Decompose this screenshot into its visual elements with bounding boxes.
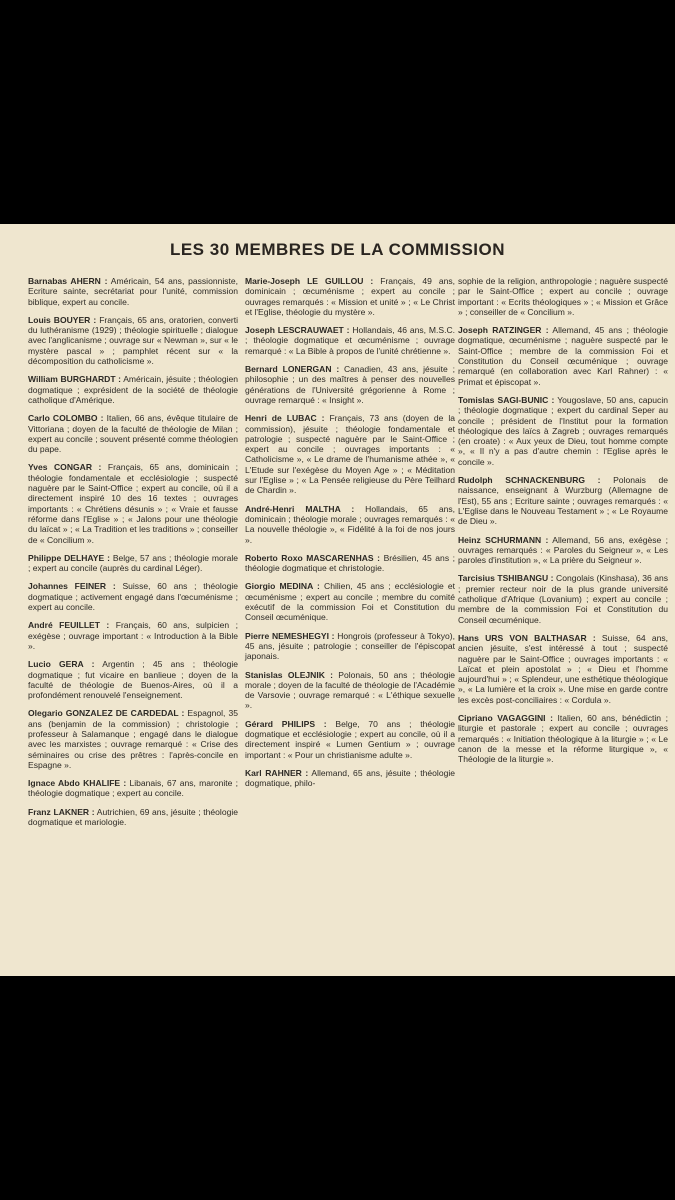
member-description: Canadien, 43 ans, jésuite ; philosophie ; un des maîtres à penser des nouvelles générations de l'Université grégorienne à Rome ; ouvrage remarqué : « Insight ». [245, 364, 455, 405]
member-entry [28, 581, 238, 612]
member-name: Lucio GERA : [28, 659, 95, 670]
member-name: Tarcisius TSHIBANGU : [458, 573, 554, 584]
member-entry [28, 708, 238, 770]
member-entry [28, 276, 238, 307]
member-name: André FEUILLET : [28, 620, 110, 631]
member-entry [245, 768, 455, 789]
member-entry [245, 719, 455, 760]
column-1 [28, 276, 238, 835]
member-entry [458, 535, 668, 566]
member-description: Brésilien, 45 ans ; théologie dogmatique et christologie. [245, 552, 456, 574]
member-name: Louis BOUYER : [28, 314, 97, 325]
member-description: Allemand, 45 ans ; théologie dogmatique, œcuménisme ; naguère suspecté par le Saint-Office ; membre de la commission Foi et Constitution du Conseil œcuménique ; ouvrage remarqué (en collaboration avec Karl Rahner) : « Primat et épiscopat ». [458, 325, 668, 387]
member-entry [245, 504, 455, 545]
member-entry [28, 620, 238, 651]
member-name: Johannes FEINER : [28, 581, 116, 592]
member-entry [458, 475, 668, 526]
member-entry [28, 778, 238, 799]
member-entry [245, 276, 455, 317]
member-entry [28, 553, 238, 574]
member-entry [458, 395, 668, 467]
column-3 [458, 276, 668, 772]
member-entry [458, 325, 668, 387]
member-name: Franz LAKNER : [28, 806, 95, 817]
member-name: Pierre NEMESHEGYI : [245, 630, 335, 641]
member-entry [245, 670, 455, 711]
member-description: Français, 60 ans, sulpicien ; exégèse ; ouvrage important : « Introduction à la Bible ». [28, 620, 238, 651]
member-entry [28, 659, 238, 700]
member-name: Marie-Joseph LE GUILLOU : [245, 276, 374, 286]
member-description: Allemand, 56 ans, exégèse ; ouvrages remarqués : « Paroles du Seigneur », « Les paroles d'institution », « La prière du Seigneur ». [458, 534, 668, 566]
member-name: Hans URS VON BALTHASAR : [458, 632, 596, 643]
column-2 [245, 276, 455, 796]
member-description: Suisse, 60 ans ; théologie dogmatique ; activement engagé dans l'œcuménisme ; expert au concile. [28, 581, 238, 613]
member-description: Américain, jésuite ; théologien dogmatique ; exprésident de la société de théologie catholique d'Amérique. [28, 374, 238, 405]
member-name: Roberto Roxo MASCARENHAS : [245, 552, 381, 563]
member-name: William BURGHARDT : [28, 374, 122, 385]
member-name: Yves CONGAR : [28, 462, 102, 473]
member-entry [28, 413, 238, 454]
member-name: Olegario GONZALEZ DE CARDEDAL : [28, 708, 185, 719]
member-name: Barnabas AHERN : [28, 276, 108, 286]
member-name: Tomislas SAGI-BUNIC : [458, 394, 555, 405]
member-description: Français, 65 ans, oratorien, converti du luthéranisme (1929) ; théologie spirituelle ; dialogue avec l'anglicanisme ; ouvrage sur « Newman », sur « le mystère pascal » ; pamphlet récent sur « la décomposition du catholicisme ». [28, 314, 239, 367]
member-description: sophie de la religion, anthropologie ; naguère suspecté par le Saint-Office ; expert au concile ; ouvrage important : « Ecrits théologiques » ; « Mission et Grâce » ; conseiller de « Concilium ». [458, 276, 668, 317]
member-entry [28, 315, 238, 366]
member-name: Carlo COLOMBO : [28, 413, 104, 424]
member-description: Italien, 66 ans, évêque titulaire de Vittoriana ; doyen de la faculté de théologie de Milan ; expert au concile ; souvent présenté comme théologien du pape. [28, 413, 238, 455]
magazine-page [0, 224, 675, 976]
member-name: Cipriano VAGAGGINI : [458, 712, 553, 723]
member-description: Américain, 54 ans, passionniste, Ecriture sainte, secrétariat pour l'unité, commission biblique, expert au concile. [28, 276, 239, 307]
member-entry [458, 713, 668, 764]
member-description: Argentin ; 45 ans ; théologie dogmatique ; fut vicaire en banlieue ; doyen de la faculté de théologie de Buenos-Aires, où il a profondément renouvelé l'enseignement. [28, 659, 238, 701]
member-name: Karl RAHNER : [245, 767, 309, 778]
member-name: Heinz SCHURMANN : [458, 534, 549, 545]
member-entry [28, 374, 238, 405]
member-entry [458, 633, 668, 705]
member-description: Yougoslave, 50 ans, capucin ; théologie dogmatique ; expert du cardinal Seper au concile ; président de l'Institut pour la formation théologique des laïcs à Zagreb ; ouvrages remarqués (en croate) : « Aux yeux de Dieu, tout homme compte », « Il n'y a pas d'autre chemin : l'Eglise après le concile ». [458, 394, 668, 467]
member-name: Joseph RATZINGER : [458, 325, 549, 336]
member-name: Rudolph SCHNACKENBURG : [458, 475, 601, 486]
member-name: Bernard LONERGAN : [245, 364, 340, 375]
member-description: Hollandais, 46 ans, M.S.C. ; théologie dogmatique et œcuménisme ; ouvrage remarqué : « La Bible à propos de l'unité chrétienne ». [245, 325, 455, 356]
member-description: Belge, 70 ans ; théologie dogmatique et ecclésiologie ; expert au concile, où il a directement inspiré « Lumen Gentium » ; ouvrage important : « Pour un christianisme adulte ». [245, 718, 455, 760]
member-entry [245, 413, 455, 495]
member-name: Giorgio MEDINA : [245, 581, 320, 592]
member-description: Italien, 60 ans, bénédictin ; liturgie et pastorale ; expert au concile ; ouvrages remarqués : « Initiation théologique à la liturgie » ; « Le canon de la messe et la réforme liturgique », « Théologie de la liturgie ». [458, 712, 668, 765]
page-title: LES 30 MEMBRES DE LA COMMISSION [169, 240, 506, 259]
member-entry [28, 807, 238, 828]
member-description: Belge, 57 ans ; théologie morale ; expert au concile (auprès du cardinal Léger). [28, 552, 239, 574]
member-name: Stanislas OLEJNIK : [245, 669, 334, 680]
member-description: Allemand, 65 ans, jésuite ; théologie dogmatique, philo- [245, 767, 455, 789]
member-entry-continued [458, 276, 668, 317]
member-description: Français, 49 ans, dominicain ; œcuménisme ; expert au concile ; ouvrages remarqués : « Mission et unité » ; « Le Christ et l'Eglise, théologie du mystère ». [245, 276, 455, 317]
member-description: Français, 73 ans (doyen de la commission), jésuite ; théologie fondamentale et patrologie ; suspecté naguère par le Saint-Office ; expert au concile ; ouvrages importants : « Catholicisme », « Le drame de l'humanisme athée », « L'Etude sur l'exégèse du Moyen Age » ; « Méditation sur l'Eglise » ; « La Pensée religieuse du Père Teilhard de Chardin ». [245, 413, 456, 496]
member-description: Chilien, 45 ans ; ecclésiologie et œcuménisme ; expert au concile ; membre du comité exécutif de la commission Foi et Constitution du Conseil œcuménique. [245, 581, 455, 623]
member-description: Suisse, 64 ans, ancien jésuite, s'est intéressé à tout ; suspecté naguère par le Saint-Office ; ouvrages importants : « Laïcat et plein apostolat » ; « Dieu et l'homme aujourd'hui » ; « Splendeur, une esthétique théologique », « La lumière et la croix ». Une mise en garde contre les excès post-conciliaires : « Cordula ». [458, 632, 668, 705]
member-entry [458, 573, 668, 624]
member-description: Congolais (Kinshasa), 36 ans ; premier recteur noir de la plus grande université catholique d'Afrique (Lovanium) ; expert au concile ; membre de la commission Foi et Constitution du Conseil œcuménique. [458, 573, 669, 625]
member-entry [245, 553, 455, 574]
member-entry [245, 364, 455, 405]
member-description: Espagnol, 35 ans (benjamin de la commission) ; christologie ; professeur à Salamanque ; engagé dans le dialogue avec les marxistes ; ouvrage remarqué : « Crise des séminaires ou crise des prêtres : l'après-concile en Espagne ». [28, 708, 238, 770]
member-description: Français, 65 ans, dominicain ; théologie fondamentale et ecclésiologie ; suspecté naguère par le Saint-Office ; expert au concile, où il a directement inspiré 10 des 16 textes ; ouvrages importants : « Chrétiens désunis » ; « Vraie et fausse réforme dans l'Eglise » ; « Jalons pour une théologie du laïcat » ; « La Tradition et les traditions » ; conseiller de « Concilium ». [28, 462, 238, 545]
member-description: Polonais, 50 ans ; théologie morale ; doyen de la faculté de théologie de l'Académie de Varsovie ; ouvrage remarqué : « L'éthique sexuelle ». [245, 669, 456, 711]
member-entry [28, 462, 238, 544]
member-name: Henri de LUBAC : [245, 413, 325, 424]
member-description: Hollandais, 65 ans, dominicain ; théologie morale ; ouvrages remarqués : « La nouvelle théologie », « Fidélité à la foi de nos jours ». [245, 503, 455, 545]
member-description: Polonais de naissance, enseignant à Wurzburg (Allemagne de l'Est), 55 ans ; Ecriture sainte ; ouvrages remarqués : « L'Eglise dans le Nouveau Testament » ; « Le Royaume de Dieu ». [458, 475, 668, 527]
member-name: Ignace Abdo KHALIFE : [28, 778, 127, 789]
member-description: Libanais, 67 ans, maronite ; théologie dogmatique ; expert au concile. [28, 778, 238, 799]
member-name: Philippe DELHAYE : [28, 552, 110, 563]
member-name: Gérard PHILIPS : [245, 718, 327, 729]
member-name: Joseph LESCRAUWAET : [245, 325, 350, 336]
member-description: Autrichien, 69 ans, jésuite ; théologie dogmatique et mariologie. [28, 806, 238, 828]
member-entry [245, 581, 455, 622]
member-entry [245, 631, 455, 662]
member-entry [245, 325, 455, 356]
member-name: André-Henri MALTHA : [245, 503, 355, 514]
member-description: Hongrois (professeur à Tokyo), 45 ans, jésuite ; patrologie ; conseiller de l'épiscopat japonais. [245, 630, 456, 662]
